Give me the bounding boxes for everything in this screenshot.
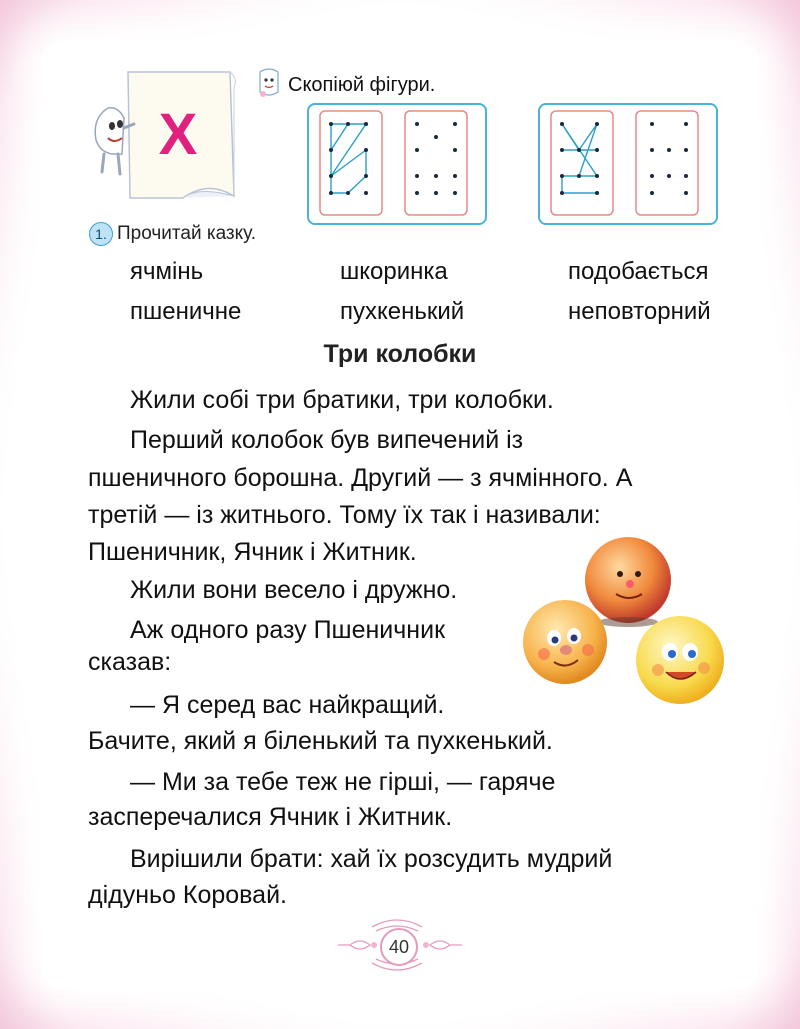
story-title: Три колобки <box>323 340 477 368</box>
kolobok-orange <box>523 600 607 684</box>
page-number: 40 <box>380 928 418 966</box>
story-line: Вирішили брати: хай їх розсудить мудрий <box>130 845 613 873</box>
word-item: подобається <box>568 258 709 285</box>
story-line: пшеничного борошна. Другий — з ячмінного. А <box>88 464 633 492</box>
story-line: Жили собі три братики, три колобки. <box>130 386 554 414</box>
word-item: неповторний <box>568 298 711 325</box>
exercise-1-heading <box>89 222 256 246</box>
letter-x: X <box>158 102 198 167</box>
story-line: Бачите, який я біленький та пухкенький. <box>88 727 553 755</box>
dot-grid-figure-1 <box>309 105 485 223</box>
copy-figure-box-2 <box>538 103 718 225</box>
story-line: Жили вони весело і дружно. <box>130 576 458 604</box>
word-item: шкоринка <box>340 258 448 285</box>
story-line: засперечалися Ячник і Житник. <box>88 803 453 831</box>
mascot-letter-card <box>88 68 238 203</box>
page-number-ornament <box>330 915 470 975</box>
word-item: ячмінь <box>130 258 204 285</box>
story-line: сказав: <box>88 648 172 676</box>
dot-grid-figure-2 <box>540 105 716 223</box>
story-line: третій — із житнього. Тому їх так і називали: <box>88 501 601 529</box>
kolobok-yellow <box>636 616 724 704</box>
task-mascot-icon <box>254 66 284 100</box>
story-line: дідуньо Коровай. <box>88 881 287 909</box>
exercise-1-label: Прочитай казку. <box>117 223 257 244</box>
three-kolobky-illustration <box>520 532 730 707</box>
copy-figure-box-1 <box>307 103 487 225</box>
story-line: — Ми за тебе теж не гірші, — гаряче <box>130 768 556 796</box>
copy-figures-instruction: Скопіюй фігури. <box>288 74 436 96</box>
exercise-number-badge: 1. <box>89 222 113 246</box>
story-line: Пшеничник, Ячник і Житник. <box>88 538 417 566</box>
kolobok-red <box>585 537 671 627</box>
word-item: пшеничне <box>130 298 242 325</box>
story-line: Аж одного разу Пшеничник <box>130 616 446 644</box>
story-line: Перший колобок був випечений із <box>130 426 524 454</box>
story-line: — Я серед вас найкращий. <box>130 691 445 719</box>
word-item: пухкенький <box>340 298 465 325</box>
